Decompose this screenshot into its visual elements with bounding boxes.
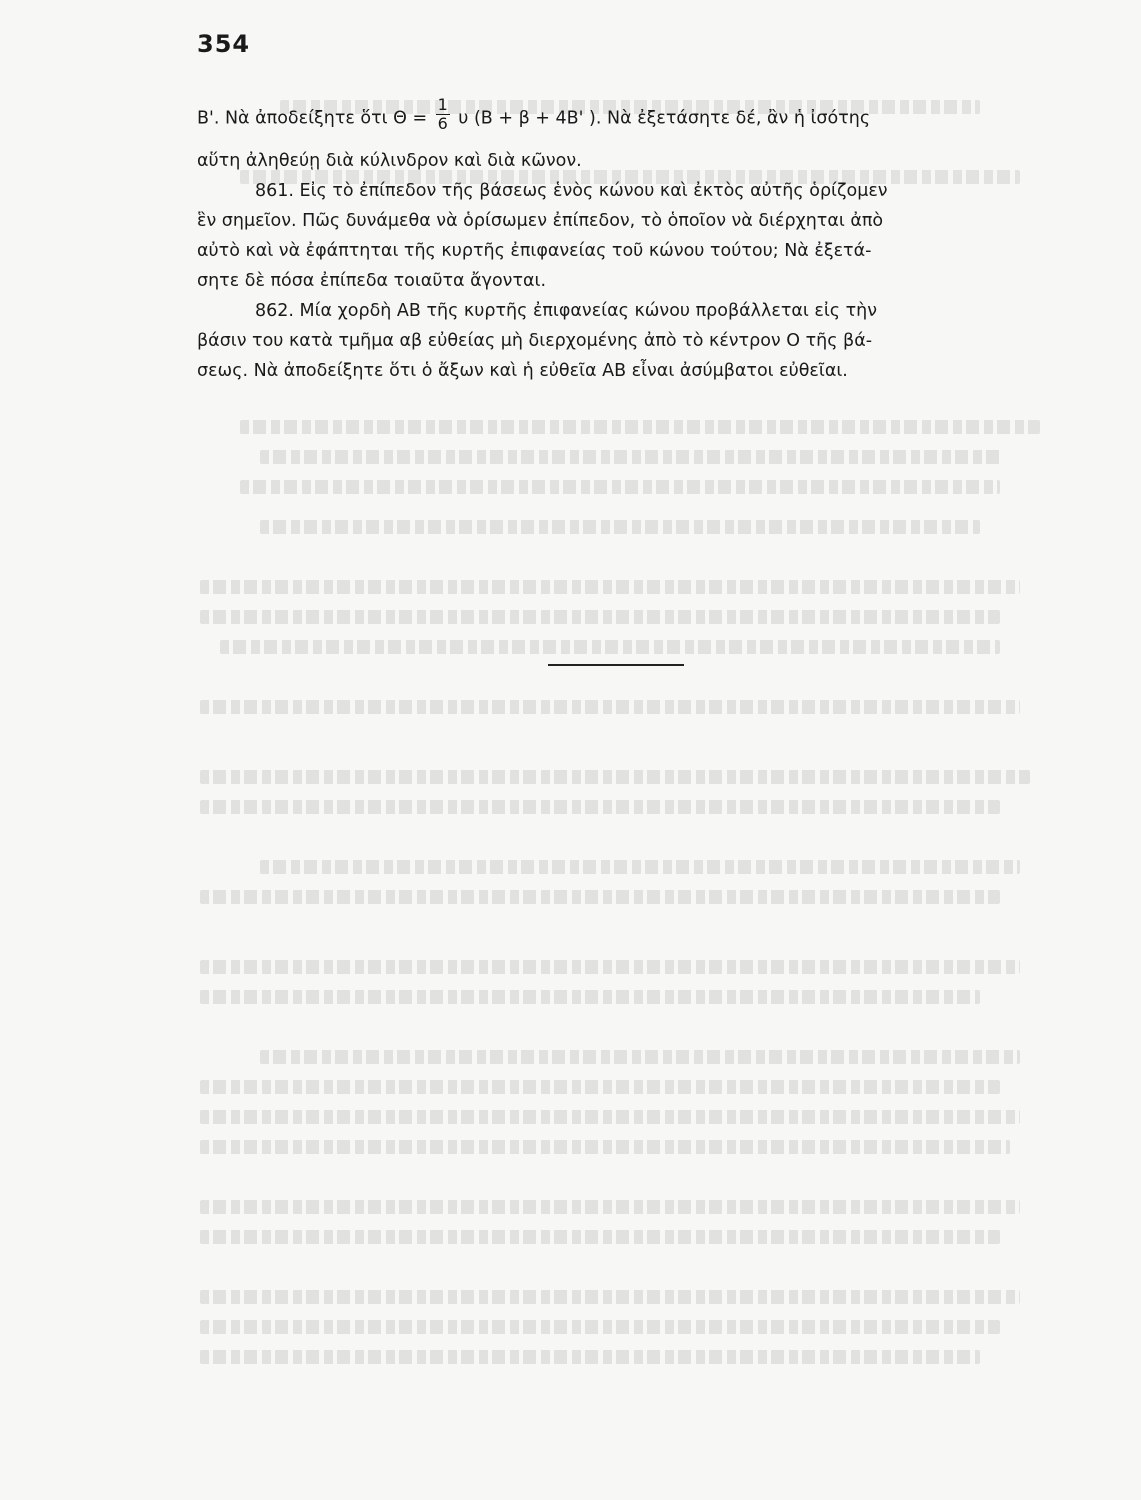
- text-line: αὕτη ἀληθεύῃ διὰ κύλινδρον καὶ διὰ κῶνον.: [197, 151, 582, 171]
- page-number: 354: [197, 30, 251, 58]
- exercise-862-line: 862. Μία χορδὴ ΑΒ τῆς κυρτῆς ἐπιφανείας κώνου προβάλλεται εἰς τὴν: [255, 301, 878, 321]
- formula-post: υ (Β + β + 4Β' ). Νὰ ἐξετάσητε δέ, ἂν ἡ ἰσότης: [452, 108, 871, 128]
- formula-line: [197, 90, 1047, 146]
- exercise-861-line: 861. Εἰς τὸ ἐπίπεδον τῆς βάσεως ἑνὸς κώνου καὶ ἐκτὸς αὐτῆς ὁρίζομεν: [255, 181, 888, 201]
- body-text: [197, 90, 1047, 386]
- formula-text: [197, 94, 871, 136]
- formula-pre: Β'. Νὰ ἀποδείξητε ὅτι Θ =: [197, 108, 433, 128]
- fraction-denominator: 6: [437, 113, 448, 133]
- exercise-861-line: αὐτὸ καὶ νὰ ἐφάπτηται τῆς κυρτῆς ἐπιφανείας τοῦ κώνου τούτου; Νὰ ἐξετά-: [197, 241, 872, 261]
- fraction-one-sixth: [436, 94, 450, 133]
- exercise-861-line: ἓν σημεῖον. Πῶς δυνάμεθα νὰ ὁρίσωμεν ἐπίπεδον, τὸ ὁποῖον νὰ διέρχηται ἀπὸ: [197, 211, 884, 231]
- exercise-861-line: σητε δὲ πόσα ἐπίπεδα τοιαῦτα ἄγονται.: [197, 271, 547, 291]
- exercise-862-line: σεως. Νὰ ἀποδείξητε ὅτι ὁ ἄξων καὶ ἡ εὐθεῖα ΑΒ εἶναι ἀσύμβατοι εὐθεῖαι.: [197, 361, 848, 381]
- exercise-862-line: βάσιν του κατὰ τμῆμα αβ εὐθείας μὴ διερχομένης ἀπὸ τὸ κέντρον Ο τῆς βά-: [197, 331, 873, 351]
- section-divider: [548, 664, 684, 666]
- fraction-numerator: 1: [437, 94, 448, 114]
